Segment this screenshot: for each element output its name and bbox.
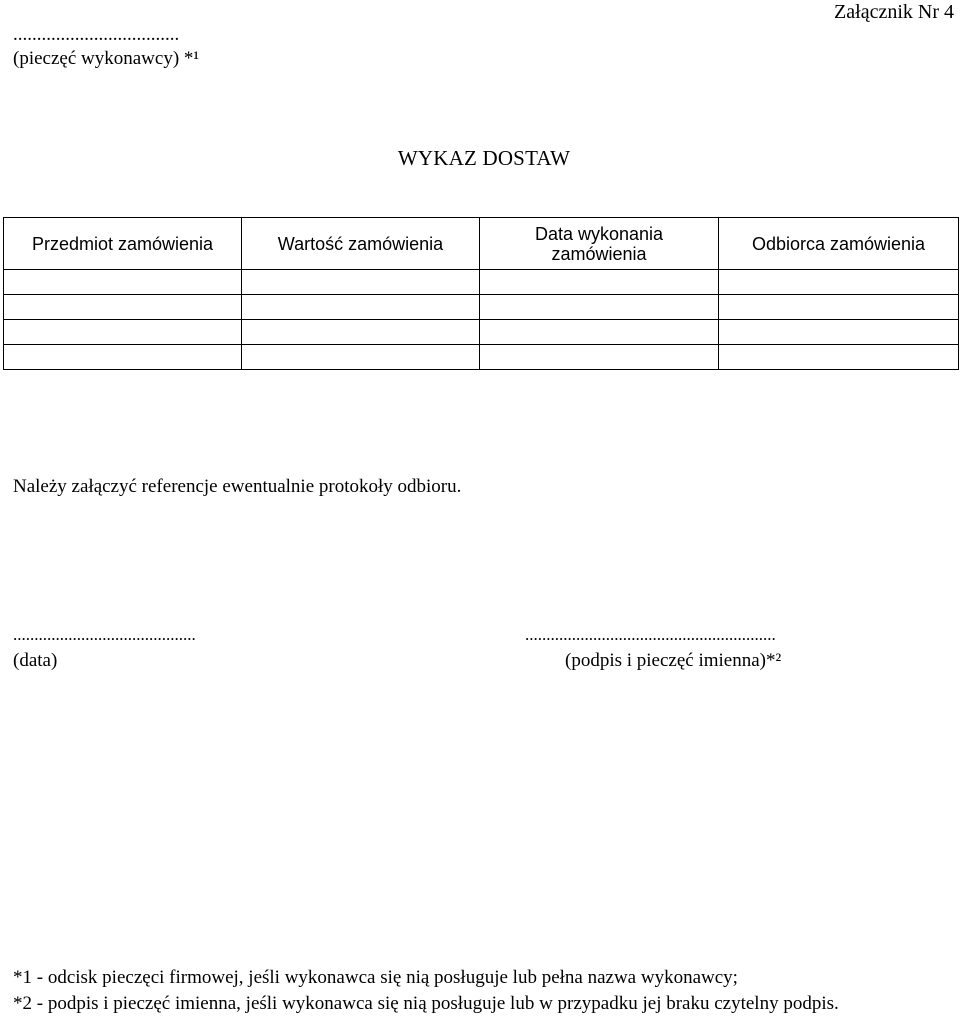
deliveries-table xyxy=(3,217,959,370)
table-row xyxy=(4,270,959,295)
table-cell[interactable] xyxy=(242,345,480,370)
table-header-row xyxy=(4,218,959,270)
table-cell[interactable] xyxy=(480,320,719,345)
table-cell[interactable] xyxy=(719,295,959,320)
contractor-stamp-label: (pieczęć wykonawcy) *¹ xyxy=(13,48,200,69)
table-row xyxy=(4,295,959,320)
header-subject xyxy=(4,218,242,270)
date-label: (data) xyxy=(13,650,58,671)
table-row xyxy=(4,345,959,370)
table-cell[interactable] xyxy=(4,320,242,345)
contractor-stamp-dots: ................................... xyxy=(13,24,180,45)
table-cell[interactable] xyxy=(719,320,959,345)
attachment-note: Należy załączyć referencje ewentualnie protokoły odbioru. xyxy=(13,476,462,497)
header-completion-date-line1: Data wykonania xyxy=(534,223,664,244)
header-subject-label: Przedmiot zamówienia xyxy=(31,233,214,254)
footnote-1: *1 - odcisk pieczęci firmowej, jeśli wykonawca się nią posługuje lub pełna nazwa wykonawcy; xyxy=(13,967,738,988)
header-recipient-label: Odbiorca zamówienia xyxy=(751,233,926,254)
table-cell[interactable] xyxy=(242,320,480,345)
header-value xyxy=(242,218,480,270)
table-cell[interactable] xyxy=(480,345,719,370)
table-cell[interactable] xyxy=(719,345,959,370)
attachment-number: Załącznik Nr 4 xyxy=(834,1,954,23)
table-cell[interactable] xyxy=(4,270,242,295)
header-value-label: Wartość zamówienia xyxy=(277,233,444,254)
header-completion-date-line2: zamówienia xyxy=(551,243,647,264)
table-cell[interactable] xyxy=(242,295,480,320)
table-cell[interactable] xyxy=(480,270,719,295)
page-title: WYKAZ DOSTAW xyxy=(397,146,571,170)
table-cell[interactable] xyxy=(242,270,480,295)
table-cell[interactable] xyxy=(4,345,242,370)
header-recipient xyxy=(719,218,959,270)
table-cell[interactable] xyxy=(719,270,959,295)
table-cell[interactable] xyxy=(4,295,242,320)
date-dots: ........................................... xyxy=(13,625,196,644)
table-cell[interactable] xyxy=(480,295,719,320)
table-row xyxy=(4,320,959,345)
header-completion-date xyxy=(480,218,719,270)
footnote-2: *2 - podpis i pieczęć imienna, jeśli wykonawca się nią posługuje lub w przypadku jej braku czytelny podpis. xyxy=(13,993,839,1014)
signature-dots: ........................................................... xyxy=(525,625,776,644)
signature-label: (podpis i pieczęć imienna)*² xyxy=(565,650,782,671)
